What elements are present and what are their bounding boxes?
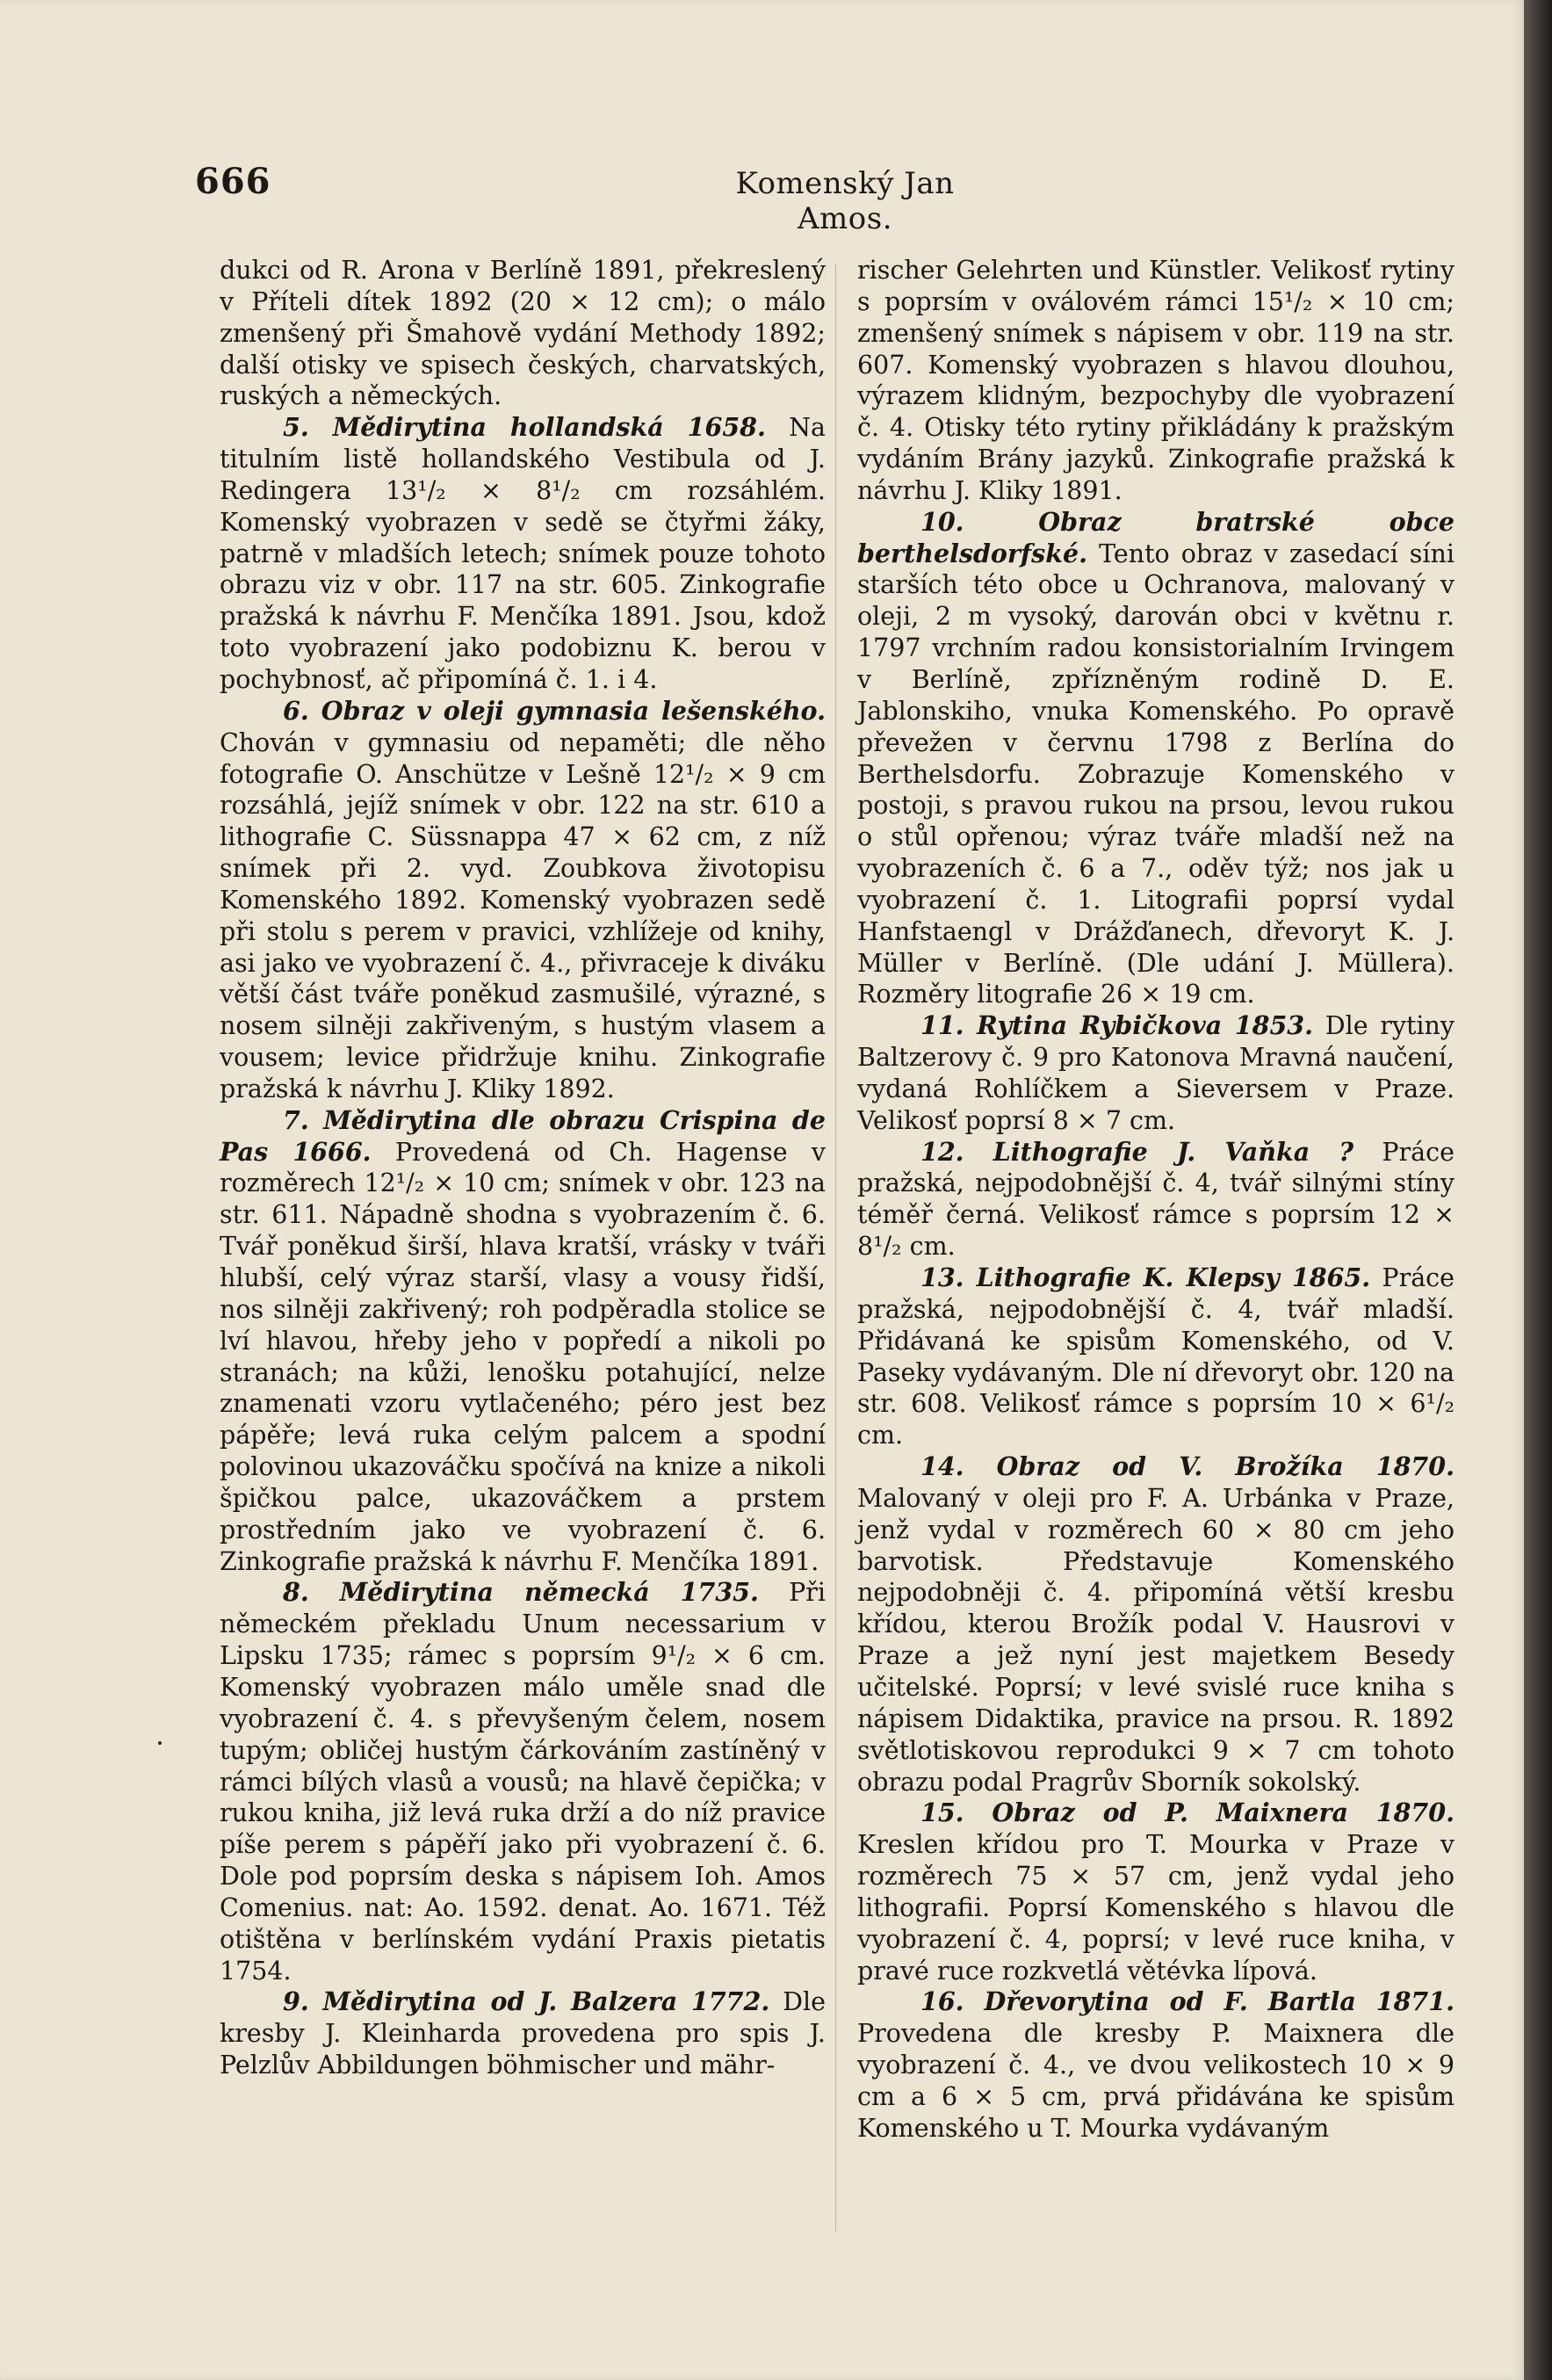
catalog-entry — [857, 1986, 1455, 2144]
entry-text: Chován v gymnasiu od nepaměti; dle něho fotografie O. Anschütze v Lešně 12¹/₂ × 9 cm rozsáhlá, jejíž snímek v obr. 122 na str. 610 a lithografie C. Süssnappa 47 × 62 cm, z níž snímek při 2. vyd. Zoubkova životopisu Komenského 1892. Komenský vyobrazen sedě při stolu s perem v pravici, vzhlížeje od knihy, asi jako ve vyobrazení č. 4., přivraceje k diváku větší část tváře poněkud zasmušilé, výrazné, s nosem silněji zakřiveným, s hustým vlasem a vousem; levice přidržuje knihu. Zinkografie pražská k návrhu J. Kliky 1892. — [220, 727, 826, 1103]
entry-text: Dle kresby J. Kleinharda provedena pro spis J. Pelzlův Abbildungen böhmischer und mähr- — [220, 1987, 826, 2080]
entry-text: Práce pražská, nejpodobnější č. 4, tvář silnými stíny téměř černá. Velikosť rámce s poprsím 12 × 8¹/₂ cm. — [857, 1137, 1455, 1262]
paragraph-text: rischer Gelehrten und Künstler. Velikosť rytiny s poprsím v oválovém rámci 15¹/₂ × 10 cm; zmenšený snímek s nápisem v obr. 119 na str. 607. Komenský vyobrazen s hlavou dlouhou, výrazem klidným, bezpochyby dle vyobrazení č. 4. Otisky této rytiny přikládány k pražským vydáním Brány jazyků. Zinkografie pražská k návrhu J. Kliky 1891. — [857, 256, 1455, 505]
print-speck — [158, 1741, 162, 1745]
entry-heading: 6. Obraz v oleji gymnasia lešenského. — [283, 695, 826, 726]
catalog-entry — [857, 1262, 1455, 1451]
entry-heading: 10. Obraz bratrské obce berthelsdorfské. — [857, 506, 1455, 568]
entry-heading: 16. Dřevorytina od F. Bartla 1871. — [920, 1986, 1455, 2017]
entry-text: Malovaný v oleji pro F. A. Urbánka v Praze, jenž vydal v rozměrech 60 × 80 cm jeho barvotisk. Představuje Komenského nejpodobněji č. 4. připomíná větší kresbu křídou, kterou Brožík podal V. Hausrovi v Praze a jež nyní jest majetkem Besedy učitelské. Poprsí; v levé svislé ruce kniha s nápisem Didaktika, pravice na prsou. R. 1892 světlotiskovou reprodukci 9 × 7 cm tohoto obrazu podal Pragrův Sborník sokolský. — [857, 1483, 1455, 1797]
paragraph — [857, 255, 1455, 507]
entry-heading: 11. Rytina Rybičkova 1853. — [920, 1010, 1314, 1041]
entry-text: Kreslen křídou pro T. Mourka v Praze v rozměrech 75 × 57 cm, jenž vydal jeho lithografii. Poprsí Komenského s hlavou dle vyobrazení č. 4, poprsí; v levé ruce kniha, v pravé ruce rozkvetlá větévka lípová. — [857, 1830, 1455, 1986]
entry-text: Dle rytiny Baltzerovy č. 9 pro Katonova Mravná naučení, vydaná Rohlíčkem a Sieversem v Praze. Velikosť poprsí 8 × 7 cm. — [857, 1011, 1455, 1135]
entry-heading: 5. Mědirytina hollandská 1658. — [283, 412, 766, 443]
page-header — [195, 161, 1464, 236]
entry-text: Práce pražská, nejpodobnější č. 4, tvář mladší. Přidávaná ke spisům Komenského, od V. Paseky vydávaným. Dle ní dřevoryt obr. 120 na str. 608. Velikosť rámce s poprsím 10 × 6¹/₂ cm. — [857, 1263, 1455, 1450]
page-number: 666 — [195, 161, 271, 202]
entry-text: Provedena dle kresby P. Maixnera dle vyobrazení č. 4., ve dvou velikostech 10 × 9 cm a 6 × 5 cm, prvá přidávána ke spisům Komenského u T. Mourka vydávaným — [857, 2019, 1455, 2143]
catalog-entry — [857, 507, 1455, 1011]
entry-heading: 8. Mědirytina německá 1735. — [283, 1577, 759, 1608]
catalog-entry — [220, 696, 826, 1105]
running-head: Komenský Jan Amos. — [735, 166, 955, 236]
entry-text: Při německém překladu Unum necessarium v Lipsku 1735; rámec s poprsím 9¹/₂ × 6 cm. Komenský vyobrazen málo uměle snad dle vyobrazení č. 4. s převyšeným čelem, nosem tupým; obličej hustým čárkováním zastíněný v rámci bílých vlasů a vousů; na hlavě čepička; v rukou kniha, již levá ruka drží a do níž pravice píše perem s pápěří jako při vyobrazení č. 6. Dole pod poprsím deska s nápisem Ioh. Amos Comenius. nat: Ao. 1592. denat. Ao. 1671. Též otištěna v berlínském vydání Praxis pietatis 1754. — [220, 1578, 826, 1986]
entry-heading: 15. Obraz od P. Maixnera 1870. — [920, 1798, 1455, 1828]
entry-heading: 13. Lithografie K. Klepsy 1865. — [920, 1262, 1371, 1292]
entry-text: Na titulním listě hollandského Vestibula od J. Redingera 13¹/₂ × 8¹/₂ cm rozsáhlém. Komenský vyobrazen v sedě se čtyřmi žáky, patrně v mladších letech; snímek pouze tohoto obrazu viz v obr. 117 na str. 605. Zinkografie pražská k návrhu F. Menčíka 1891. Jsou, kdož toto vyobrazení jako podobiznu K. berou v pochybnosť, ač připomíná č. 1. i 4. — [220, 413, 826, 694]
entry-heading: 14. Obraz od V. Brožíka 1870. — [920, 1451, 1455, 1482]
entry-heading: 9. Mědirytina od J. Balzera 1772. — [283, 1986, 770, 2017]
entry-text: Provedená od Ch. Hagense v rozměrech 12¹/₂ × 10 cm; snímek v obr. 123 na str. 611. Nápadně shodna s vyobrazením č. 6. Tvář poněkud širší, hlava kratší, vrásky v tváři hlubší, celý výraz starší, vlasy a vousy řidší, nos silněji zakřivený; roh podpěradla stolice se lví hlavou, hřeby jeho v popředí a nikoli po stranách; na kůži, lenošku potahující, nelze znamenati vzoru vytlačeného; péro jest bez pápěře; levá ruka celým palcem a spodní polovinou ukazováčku spočívá na knize a nikoli špičkou palce, ukazováčkem a prstem prostředním jako ve vyobrazení č. 6. Zinkografie pražská k návrhu F. Menčíka 1891. — [220, 1137, 827, 1576]
column-divider — [835, 264, 836, 2232]
paragraph — [220, 255, 826, 412]
entry-heading: 12. Lithografie J. Vaňka ? — [920, 1136, 1354, 1167]
catalog-entry — [857, 1451, 1455, 1798]
entry-heading: 7. Mědirytina dle obrazu Crispina de Pas 1666. — [220, 1104, 826, 1167]
right-column — [857, 255, 1455, 2145]
entry-text: Tento obraz v zasedací síni starších této obce u Ochranova, malovaný v oleji, 2 m vysoký, darován obci v květnu r. 1797 vrchním radou konsistorialním Irvingem v Berlíně, zpřízněným rodině D. E. Jablonskiho, vnuka Komenského. Po opravě převežen v červnu 1798 z Berlína do Berthelsdorfu. Zobrazuje Komenského v postoji, s pravou rukou na prsou, levou rukou o stůl opřenou; výraz tváře mladší než na vyobrazeních č. 6 a 7., oděv týž; nos jak u vyobrazení č. 1. Litografii poprsí vydal Hanfstaengl v Drážďanech, dřevoryt K. J. Müller v Berlíně. (Dle udání J. Müllera). Rozměry litografie 26 × 19 cm. — [857, 539, 1455, 1009]
catalog-entry — [857, 1798, 1455, 1986]
catalog-entry — [220, 1105, 826, 1578]
catalog-entry — [857, 1137, 1455, 1262]
left-column — [220, 255, 826, 2081]
catalog-entry — [857, 1010, 1455, 1136]
catalog-entry — [220, 1577, 826, 1986]
page-edge-shadow — [1524, 0, 1552, 2380]
catalog-entry — [220, 412, 826, 696]
paragraph-text: dukci od R. Arona v Berlíně 1891, překreslený v Příteli dítek 1892 (20 × 12 cm); o málo zmenšený při Šmahově vydání Methody 1892; další otisky ve spisech českých, charvatských, ruských a německých. — [220, 256, 826, 411]
catalog-entry — [220, 1986, 826, 2081]
